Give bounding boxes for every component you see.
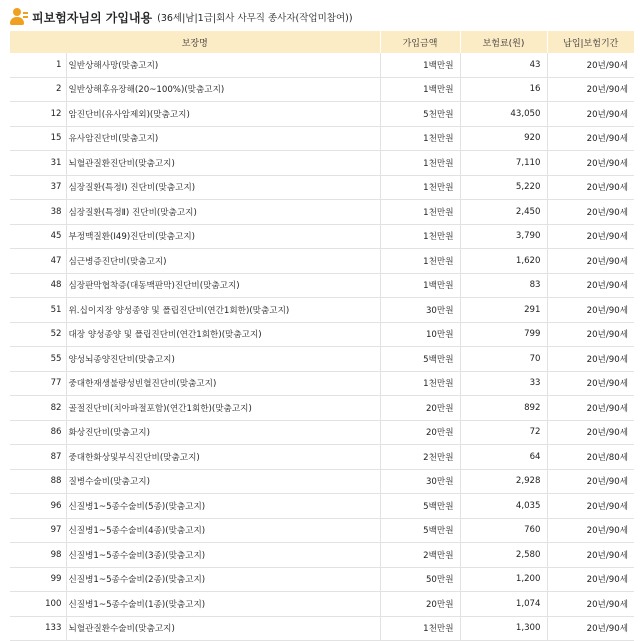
premium-amount: 760 — [460, 518, 547, 543]
coverage-amount: 1천만원 — [380, 200, 460, 225]
premium-amount: 1,074 — [460, 592, 547, 617]
coverage-name: 중대한화상및부식진단비(맞춤고지) — [66, 445, 380, 470]
table-row — [10, 445, 634, 470]
row-number: 51 — [10, 298, 66, 323]
coverage-name: 뇌혈관질환수술비(맞춤고지) — [66, 616, 380, 641]
row-number: 133 — [10, 616, 66, 641]
person-list-icon — [10, 8, 28, 26]
table-row — [10, 543, 634, 568]
table-row — [10, 469, 634, 494]
row-number: 47 — [10, 249, 66, 274]
table-row — [10, 567, 634, 592]
premium-amount: 892 — [460, 396, 547, 421]
payment-term: 20년/90세 — [547, 494, 634, 519]
coverage-amount: 5천만원 — [380, 102, 460, 127]
payment-term: 20년/90세 — [547, 200, 634, 225]
row-number: 52 — [10, 322, 66, 347]
coverage-name: 화상진단비(맞춤고지) — [66, 420, 380, 445]
table-row — [10, 371, 634, 396]
premium-amount: 83 — [460, 273, 547, 298]
premium-amount: 1,620 — [460, 249, 547, 274]
coverage-amount: 1천만원 — [380, 151, 460, 176]
table-row — [10, 102, 634, 127]
column-header-coverage: 보장명 — [10, 31, 380, 53]
coverage-amount: 5백만원 — [380, 347, 460, 372]
payment-term: 20년/90세 — [547, 592, 634, 617]
premium-amount: 4,035 — [460, 494, 547, 519]
table-row — [10, 151, 634, 176]
coverage-amount: 2백만원 — [380, 543, 460, 568]
table-row — [10, 420, 634, 445]
coverage-amount: 1천만원 — [380, 616, 460, 641]
row-number: 1 — [10, 53, 66, 77]
table-row — [10, 592, 634, 617]
coverage-amount: 1천만원 — [380, 224, 460, 249]
row-number: 48 — [10, 273, 66, 298]
row-number: 55 — [10, 347, 66, 372]
coverage-amount: 30만원 — [380, 298, 460, 323]
table-row — [10, 200, 634, 225]
payment-term: 20년/90세 — [547, 616, 634, 641]
payment-term: 20년/90세 — [547, 567, 634, 592]
premium-amount: 33 — [460, 371, 547, 396]
table-row — [10, 224, 634, 249]
row-number: 97 — [10, 518, 66, 543]
table-row — [10, 494, 634, 519]
premium-amount: 70 — [460, 347, 547, 372]
coverage-name: 신질병1~5종수술비(2종)(맞춤고지) — [66, 567, 380, 592]
row-number: 31 — [10, 151, 66, 176]
payment-term: 20년/90세 — [547, 543, 634, 568]
table-row — [10, 322, 634, 347]
row-number: 15 — [10, 126, 66, 151]
table-row — [10, 347, 634, 372]
row-number: 99 — [10, 567, 66, 592]
premium-amount: 43,050 — [460, 102, 547, 127]
table-row — [10, 249, 634, 274]
row-number: 45 — [10, 224, 66, 249]
row-number: 98 — [10, 543, 66, 568]
premium-amount: 2,580 — [460, 543, 547, 568]
coverage-name: 일반상해후유장해(20~100%)(맞춤고지) — [66, 77, 380, 102]
premium-amount: 2,928 — [460, 469, 547, 494]
payment-term: 20년/90세 — [547, 371, 634, 396]
coverage-amount: 10만원 — [380, 322, 460, 347]
payment-term: 20년/90세 — [547, 126, 634, 151]
coverage-amount: 1백만원 — [380, 53, 460, 77]
payment-term: 20년/90세 — [547, 224, 634, 249]
table-row — [10, 396, 634, 421]
coverage-name: 양성뇌종양진단비(맞춤고지) — [66, 347, 380, 372]
section-header — [10, 6, 353, 28]
row-number: 37 — [10, 175, 66, 200]
payment-term: 20년/90세 — [547, 298, 634, 323]
row-number: 12 — [10, 102, 66, 127]
coverage-name: 암진단비(유사암제외)(맞춤고지) — [66, 102, 380, 127]
payment-term: 20년/90세 — [547, 53, 634, 77]
payment-term: 20년/90세 — [547, 396, 634, 421]
premium-amount: 1,300 — [460, 616, 547, 641]
row-number: 87 — [10, 445, 66, 470]
coverage-amount: 1천만원 — [380, 371, 460, 396]
premium-amount: 5,220 — [460, 175, 547, 200]
row-number: 38 — [10, 200, 66, 225]
coverage-amount: 1천만원 — [380, 175, 460, 200]
coverage-name: 유사암진단비(맞춤고지) — [66, 126, 380, 151]
payment-term: 20년/80세 — [547, 445, 634, 470]
coverage-name: 신질병1~5종수술비(5종)(맞춤고지) — [66, 494, 380, 519]
coverage-name: 신질병1~5종수술비(1종)(맞춤고지) — [66, 592, 380, 617]
payment-term: 20년/90세 — [547, 518, 634, 543]
coverage-amount: 1천만원 — [380, 126, 460, 151]
coverage-name: 심장질환(특정Ⅱ) 진단비(맞춤고지) — [66, 200, 380, 225]
payment-term: 20년/90세 — [547, 175, 634, 200]
coverage-name: 중대한재생불량성빈혈진단비(맞춤고지) — [66, 371, 380, 396]
payment-term: 20년/90세 — [547, 322, 634, 347]
coverage-name: 질병수술비(맞춤고지) — [66, 469, 380, 494]
coverage-amount: 30만원 — [380, 469, 460, 494]
premium-amount: 3,790 — [460, 224, 547, 249]
row-number: 82 — [10, 396, 66, 421]
table-row — [10, 53, 634, 77]
coverage-name: 신질병1~5종수술비(3종)(맞춤고지) — [66, 543, 380, 568]
coverage-amount: 20만원 — [380, 592, 460, 617]
premium-amount: 7,110 — [460, 151, 547, 176]
coverage-amount: 5백만원 — [380, 518, 460, 543]
payment-term: 20년/90세 — [547, 102, 634, 127]
payment-term: 20년/90세 — [547, 420, 634, 445]
row-number: 100 — [10, 592, 66, 617]
table-row — [10, 77, 634, 102]
row-number: 88 — [10, 469, 66, 494]
table-row — [10, 616, 634, 641]
column-header-term: 납입|보험기간 — [547, 31, 634, 53]
coverage-name: 심장질환(특정Ⅰ) 진단비(맞춤고지) — [66, 175, 380, 200]
table-header-row — [10, 31, 634, 53]
column-header-amount: 가입금액 — [380, 31, 460, 53]
table-row — [10, 126, 634, 151]
coverage-name: 심장판막협착증(대동맥판막)진단비(맞춤고지) — [66, 273, 380, 298]
coverage-name: 뇌혈관질환진단비(맞춤고지) — [66, 151, 380, 176]
coverage-name: 위.십이지장 양성종양 및 폴립진단비(연간1회한)(맞춤고지) — [66, 298, 380, 323]
coverage-name: 일반상해사망(맞춤고지) — [66, 53, 380, 77]
row-number: 96 — [10, 494, 66, 519]
row-number: 77 — [10, 371, 66, 396]
coverage-name: 신질병1~5종수술비(4종)(맞춤고지) — [66, 518, 380, 543]
premium-amount: 43 — [460, 53, 547, 77]
premium-amount: 72 — [460, 420, 547, 445]
table-row — [10, 518, 634, 543]
premium-amount: 2,450 — [460, 200, 547, 225]
premium-amount: 291 — [460, 298, 547, 323]
premium-amount: 16 — [460, 77, 547, 102]
coverage-name: 골절진단비(치아파절포함)(연간1회한)(맞춤고지) — [66, 396, 380, 421]
payment-term: 20년/90세 — [547, 77, 634, 102]
coverage-name: 대장 양성종양 및 폴립진단비(연간1회한)(맞춤고지) — [66, 322, 380, 347]
premium-amount: 920 — [460, 126, 547, 151]
payment-term: 20년/90세 — [547, 151, 634, 176]
payment-term: 20년/90세 — [547, 469, 634, 494]
coverage-amount: 50만원 — [380, 567, 460, 592]
table-row — [10, 298, 634, 323]
premium-amount: 64 — [460, 445, 547, 470]
section-title: 피보험자님의 가입내용 — [32, 10, 153, 25]
row-number: 2 — [10, 77, 66, 102]
coverage-amount: 1천만원 — [380, 249, 460, 274]
insured-info: (36세|남|1급|회사 사무직 종사자(작업미참여)) — [157, 13, 353, 24]
premium-amount: 799 — [460, 322, 547, 347]
payment-term: 20년/90세 — [547, 249, 634, 274]
coverage-amount: 1백만원 — [380, 77, 460, 102]
column-header-premium: 보험료(원) — [460, 31, 547, 53]
coverage-amount: 1백만원 — [380, 273, 460, 298]
table-row — [10, 175, 634, 200]
row-number: 86 — [10, 420, 66, 445]
payment-term: 20년/90세 — [547, 273, 634, 298]
premium-amount: 1,200 — [460, 567, 547, 592]
table-row — [10, 273, 634, 298]
coverage-amount: 20만원 — [380, 420, 460, 445]
coverage-amount: 2천만원 — [380, 445, 460, 470]
coverage-name: 부정맥질환(Ⅰ49)진단비(맞춤고지) — [66, 224, 380, 249]
coverage-amount: 5백만원 — [380, 494, 460, 519]
coverage-name: 심근병증진단비(맞춤고지) — [66, 249, 380, 274]
payment-term: 20년/90세 — [547, 347, 634, 372]
coverage-amount: 20만원 — [380, 396, 460, 421]
coverage-table — [10, 31, 634, 641]
